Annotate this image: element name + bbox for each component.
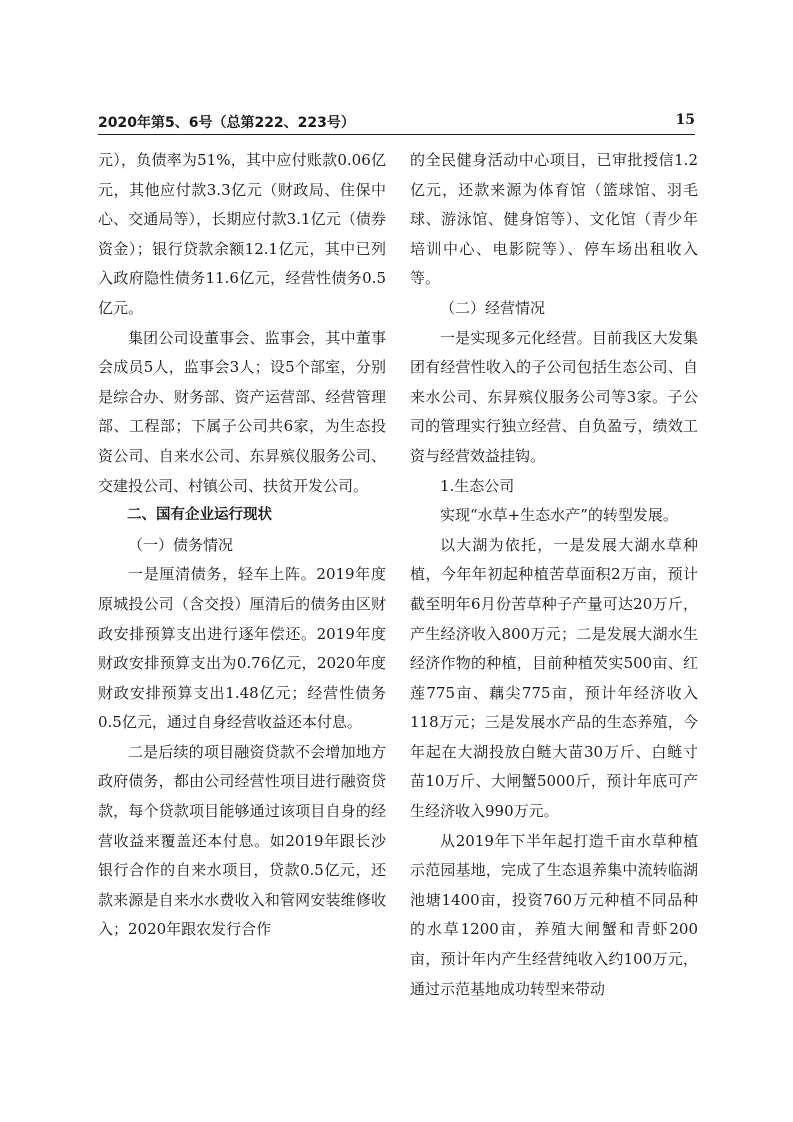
paragraph: 一是实现多元化经营。目前我区大发集团有经营性收入的子公司包括生态公司、自来水公司、东昇殡仪服务公司等3家。子公司的管理实行独立经营、自负盈亏，绩效工资与经营效益挂钩。 [410, 328, 698, 465]
subsection-heading: （二）经营情况 [440, 298, 546, 317]
paragraph: 集团公司设董事会、监事会，其中董事会成员5人，监事会3人；设5个部室，分别是综合办、财务部、资产运营部、经营管理部、工程部；下属子公司共6家，为生态投资公司、自来水公司、东昇殡仪服务公司、交建投公司、村镇公司、扶贫开发公司。 [98, 328, 386, 495]
paragraph: 二是后续的项目融资贷款不会增加地方政府债务，都由公司经营性项目进行融资贷款，每个贷款项目能够通过该项目自身的经营收益来覆盖还本付息。如2019年跟长沙银行合作的自来水项目，贷款0.5亿元，还款来源是自来水水费收入和管网安装维修收入；2020年跟农发行合作 [98, 742, 386, 939]
paragraph: 实现“水草+生态水产”的转型发展。 [440, 506, 678, 525]
right-column [410, 146, 698, 1004]
left-column [98, 146, 386, 945]
paragraph-continued: 元），负债率为51%，其中应付账款0.06亿元，其他应付款3.3亿元（财政局、住保中心、交通局等），长期应付款3.1亿元（债券资金）；银行贷款余额12.1亿元，其中已列入政府隐性债务11.6亿元，经营性债务0.5亿元。 [98, 151, 386, 317]
journal-issue-title: 2020年第5、6号（总第222、223号） [98, 115, 355, 131]
subsection-heading: （一）债务情况 [128, 535, 234, 554]
numbered-heading: 1.生态公司 [440, 476, 515, 495]
paragraph: 以大湖为依托，一是发展大湖水草种植，今年年初起种植苦草面积2万亩，预计截至明年6月份苦草种子产量可达20万斤，产生经济收入800万元；二是发展大湖水生经济作物的种植，目前种植芡实500亩、红莲775亩、藕尖775亩，预计年经济收入118万元；三是发展水产品的生态养殖，今年起在大湖投放白鲢大苗30万斤、白鲢寸苗10万斤、大闸蟹5000斤，预计年底可产生经济收入990万元。 [410, 535, 698, 821]
section-heading: 二、国有企业运行现状 [127, 507, 272, 524]
page-header [98, 110, 695, 135]
paragraph-continued: 的全民健身活动中心项目，已审批授信1.2亿元，还款来源为体育馆（篮球馆、羽毛球、游泳馆、健身馆等）、文化馆（青少年培训中心、电影院等）、停车场出租收入等。 [410, 151, 698, 288]
paragraph: 从2019年下半年起打造千亩水草种植示范园基地，完成了生态退养集中流转临湖池塘1400亩，投资760万元种植不同品种的水草1200亩，养殖大闸蟹和青虾200亩，预计年内产生经营纯收入约100万元，通过示范基地成功转型来带动 [410, 831, 698, 998]
page-number: 15 [675, 112, 695, 128]
paragraph: 一是厘清债务，轻车上阵。2019年度原城投公司（含交投）厘清后的债务由区财政安排预算支出进行逐年偿还。2019年度财政安排预算支出为0.76亿元，2020年度财政安排预算支出1.48亿元；经营性债务0.5亿元，通过自身经营收益还本付息。 [98, 565, 386, 732]
